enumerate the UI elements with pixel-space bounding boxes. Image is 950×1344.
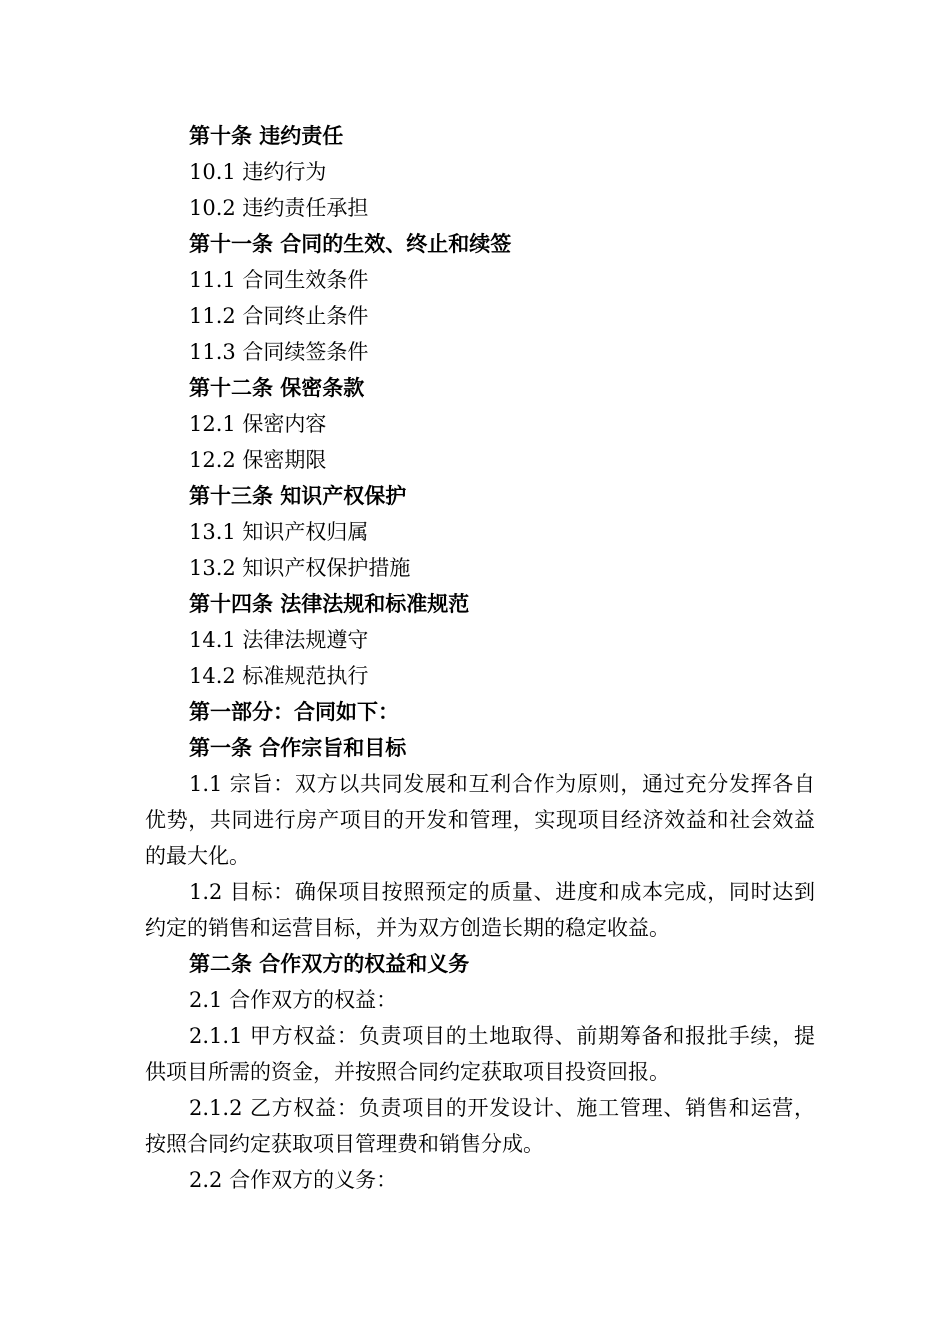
paragraph-2-1: 2.1 合作双方的权益： — [189, 988, 398, 1012]
clause-11-1: 11.1 合同生效条件 — [189, 268, 369, 292]
article-1-heading: 第一条 合作宗旨和目标 — [189, 736, 407, 760]
document-body — [145, 118, 815, 1198]
clause-13-2: 13.2 知识产权保护措施 — [189, 556, 411, 580]
clause-11-3: 11.3 合同续签条件 — [189, 340, 369, 364]
clause-11-2: 11.2 合同终止条件 — [189, 304, 369, 328]
clause-10-2: 10.2 违约责任承担 — [189, 196, 369, 220]
clause-14-2: 14.2 标准规范执行 — [189, 664, 369, 688]
clause-14-1: 14.1 法律法规遵守 — [189, 628, 369, 652]
article-10-heading: 第十条 违约责任 — [189, 124, 344, 148]
paragraph-2-1-1: 2.1.1 甲方权益：负责项目的土地取得、前期筹备和报批手续，提供项目所需的资金，并按照合同约定获取项目投资回报。 — [145, 1024, 815, 1084]
paragraph-2-1-2: 2.1.2 乙方权益：负责项目的开发设计、施工管理、销售和运营，按照合同约定获取项目管理费和销售分成。 — [145, 1096, 815, 1156]
article-11-heading: 第十一条 合同的生效、终止和续签 — [189, 232, 512, 256]
clause-12-1: 12.1 保密内容 — [189, 412, 327, 436]
paragraph-2-2: 2.2 合作双方的义务： — [189, 1168, 398, 1192]
article-14-heading: 第十四条 法律法规和标准规范 — [189, 592, 470, 616]
article-13-heading: 第十三条 知识产权保护 — [189, 484, 407, 508]
article-12-heading: 第十二条 保密条款 — [189, 376, 365, 400]
article-2-heading: 第二条 合作双方的权益和义务 — [189, 952, 470, 976]
clause-10-1: 10.1 违约行为 — [189, 160, 327, 184]
paragraph-1-1: 1.1 宗旨：双方以共同发展和互利合作为原则，通过充分发挥各自优势，共同进行房产项目的开发和管理，实现项目经济效益和社会效益的最大化。 — [145, 772, 815, 868]
clause-12-2: 12.2 保密期限 — [189, 448, 327, 472]
part-1-heading: 第一部分：合同如下： — [189, 700, 399, 724]
paragraph-1-2: 1.2 目标：确保项目按照预定的质量、进度和成本完成，同时达到约定的销售和运营目标，并为双方创造长期的稳定收益。 — [145, 880, 815, 940]
clause-13-1: 13.1 知识产权归属 — [189, 520, 369, 544]
